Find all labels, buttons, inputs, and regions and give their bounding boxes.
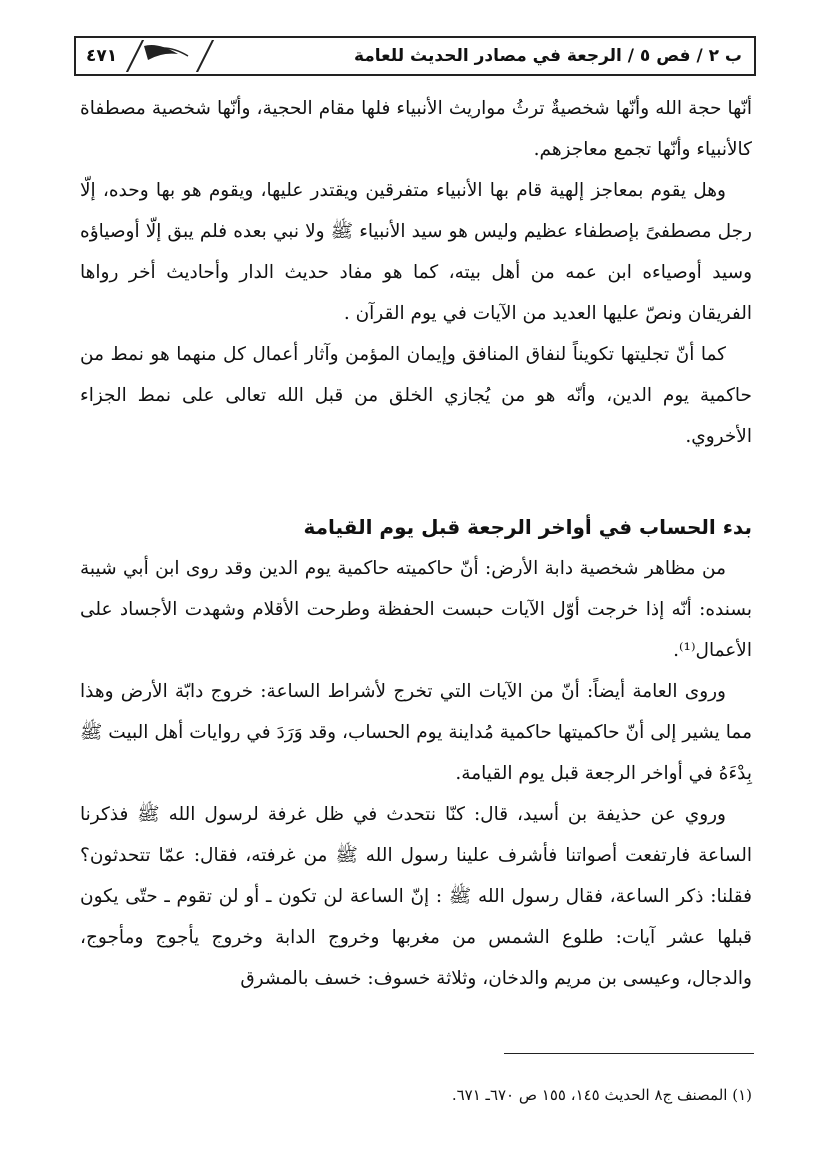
page-number: ٤٧١ [86, 46, 118, 66]
footnote-divider [504, 1053, 754, 1054]
footnote: (١) المصنف ج٨ الحديث ١٤٥، ١٥٥ ص ٦٧٠ـ ٦٧١. [451, 1086, 752, 1104]
section-heading: بدء الحساب في أواخر الرجعة قبل يوم القيامة [303, 515, 752, 539]
header-title: ب ٢ / فص ٥ / الرجعة في مصادر الحديث للعامة [353, 46, 742, 66]
main-text [80, 88, 752, 999]
paragraph: من مظاهر شخصية دابة الأرض: أنّ حاكميته حاكمية يوم الدين وقد روى ابن أبي شيبة بسنده: أنّه إذا خرجت أوّل الآيات حبست الحفظة وطرحت الأقلام وشهدت الأجساد على الأعمال⁽¹⁾. [80, 558, 752, 661]
paragraph: وروي عن حذيفة بن أسيد، قال: كنّا نتحدث في ظل غرفة لرسول الله ﷺ فذكرنا الساعة فارتفعت أصواتنا فأشرف علينا رسول الله ﷺ من غرفته، فقال: عمّا تتحدثون؟ فقلنا: ذكر الساعة، فقال رسول الله ﷺ : إنّ الساعة لن تكون ـ أو لن تقوم ـ حتّى يكون قبلها عشر آيات: طلوع الشمس من مغربها وخروج الدابة وخروج يأجوج ومأجوج، والدجال، وعيسى بن مريم والدخان، وثلاثة خسوف: خسف بالمشرق [80, 804, 752, 989]
running-header [74, 36, 756, 76]
paragraph: وروى العامة أيضاً: أنّ من الآيات التي تخرج لأشراط الساعة: خروج دابّة الأرض وهذا مما يشير إلى أنّ حاكميتها حاكمية مُداينة يوم الحساب، وقد وَرَدَ في روايات أهل البيت ﷺ بِدْءَهُ في أواخر الرجعة قبل يوم القيامة. [80, 681, 752, 784]
paragraph: أنّها حجة الله وأنّها شخصيةٌ ترثُ مواريث الأنبياء فلها مقام الحجية، وأنّها شخصية مصطفاة كالأنبياء وأنّها تجمع معاجزهم. [80, 98, 752, 160]
paragraph: وهل يقوم بمعاجز إلهية قام بها الأنبياء متفرقين ويقتدر عليها، ويقوم هو بها وحده، إلّا رجل مصطفىً بإصطفاء عظيم وليس هو سيد الأنبياء ﷺ ولا نبي بعده فلم يبق إلّا أوصياؤه وسيد أوصياءه ابن عمه من أهل بيته، كما هو مفاد حديث الدار وأحاديث أخر رواها الفريقان ونصّ عليها العديد من الآيات في يوم القرآن . [80, 180, 752, 324]
paragraph: كما أنّ تجليتها تكويناً لنفاق المنافق وإيمان المؤمن وآثار أعمال كل منهما هو نمط من حاكمية يوم الدين، وأنّه هو من يُجازي الخلق من قبل الله تعالى على نمط الجزاء الأخروي. [80, 344, 752, 447]
ornament-icon [118, 40, 238, 72]
